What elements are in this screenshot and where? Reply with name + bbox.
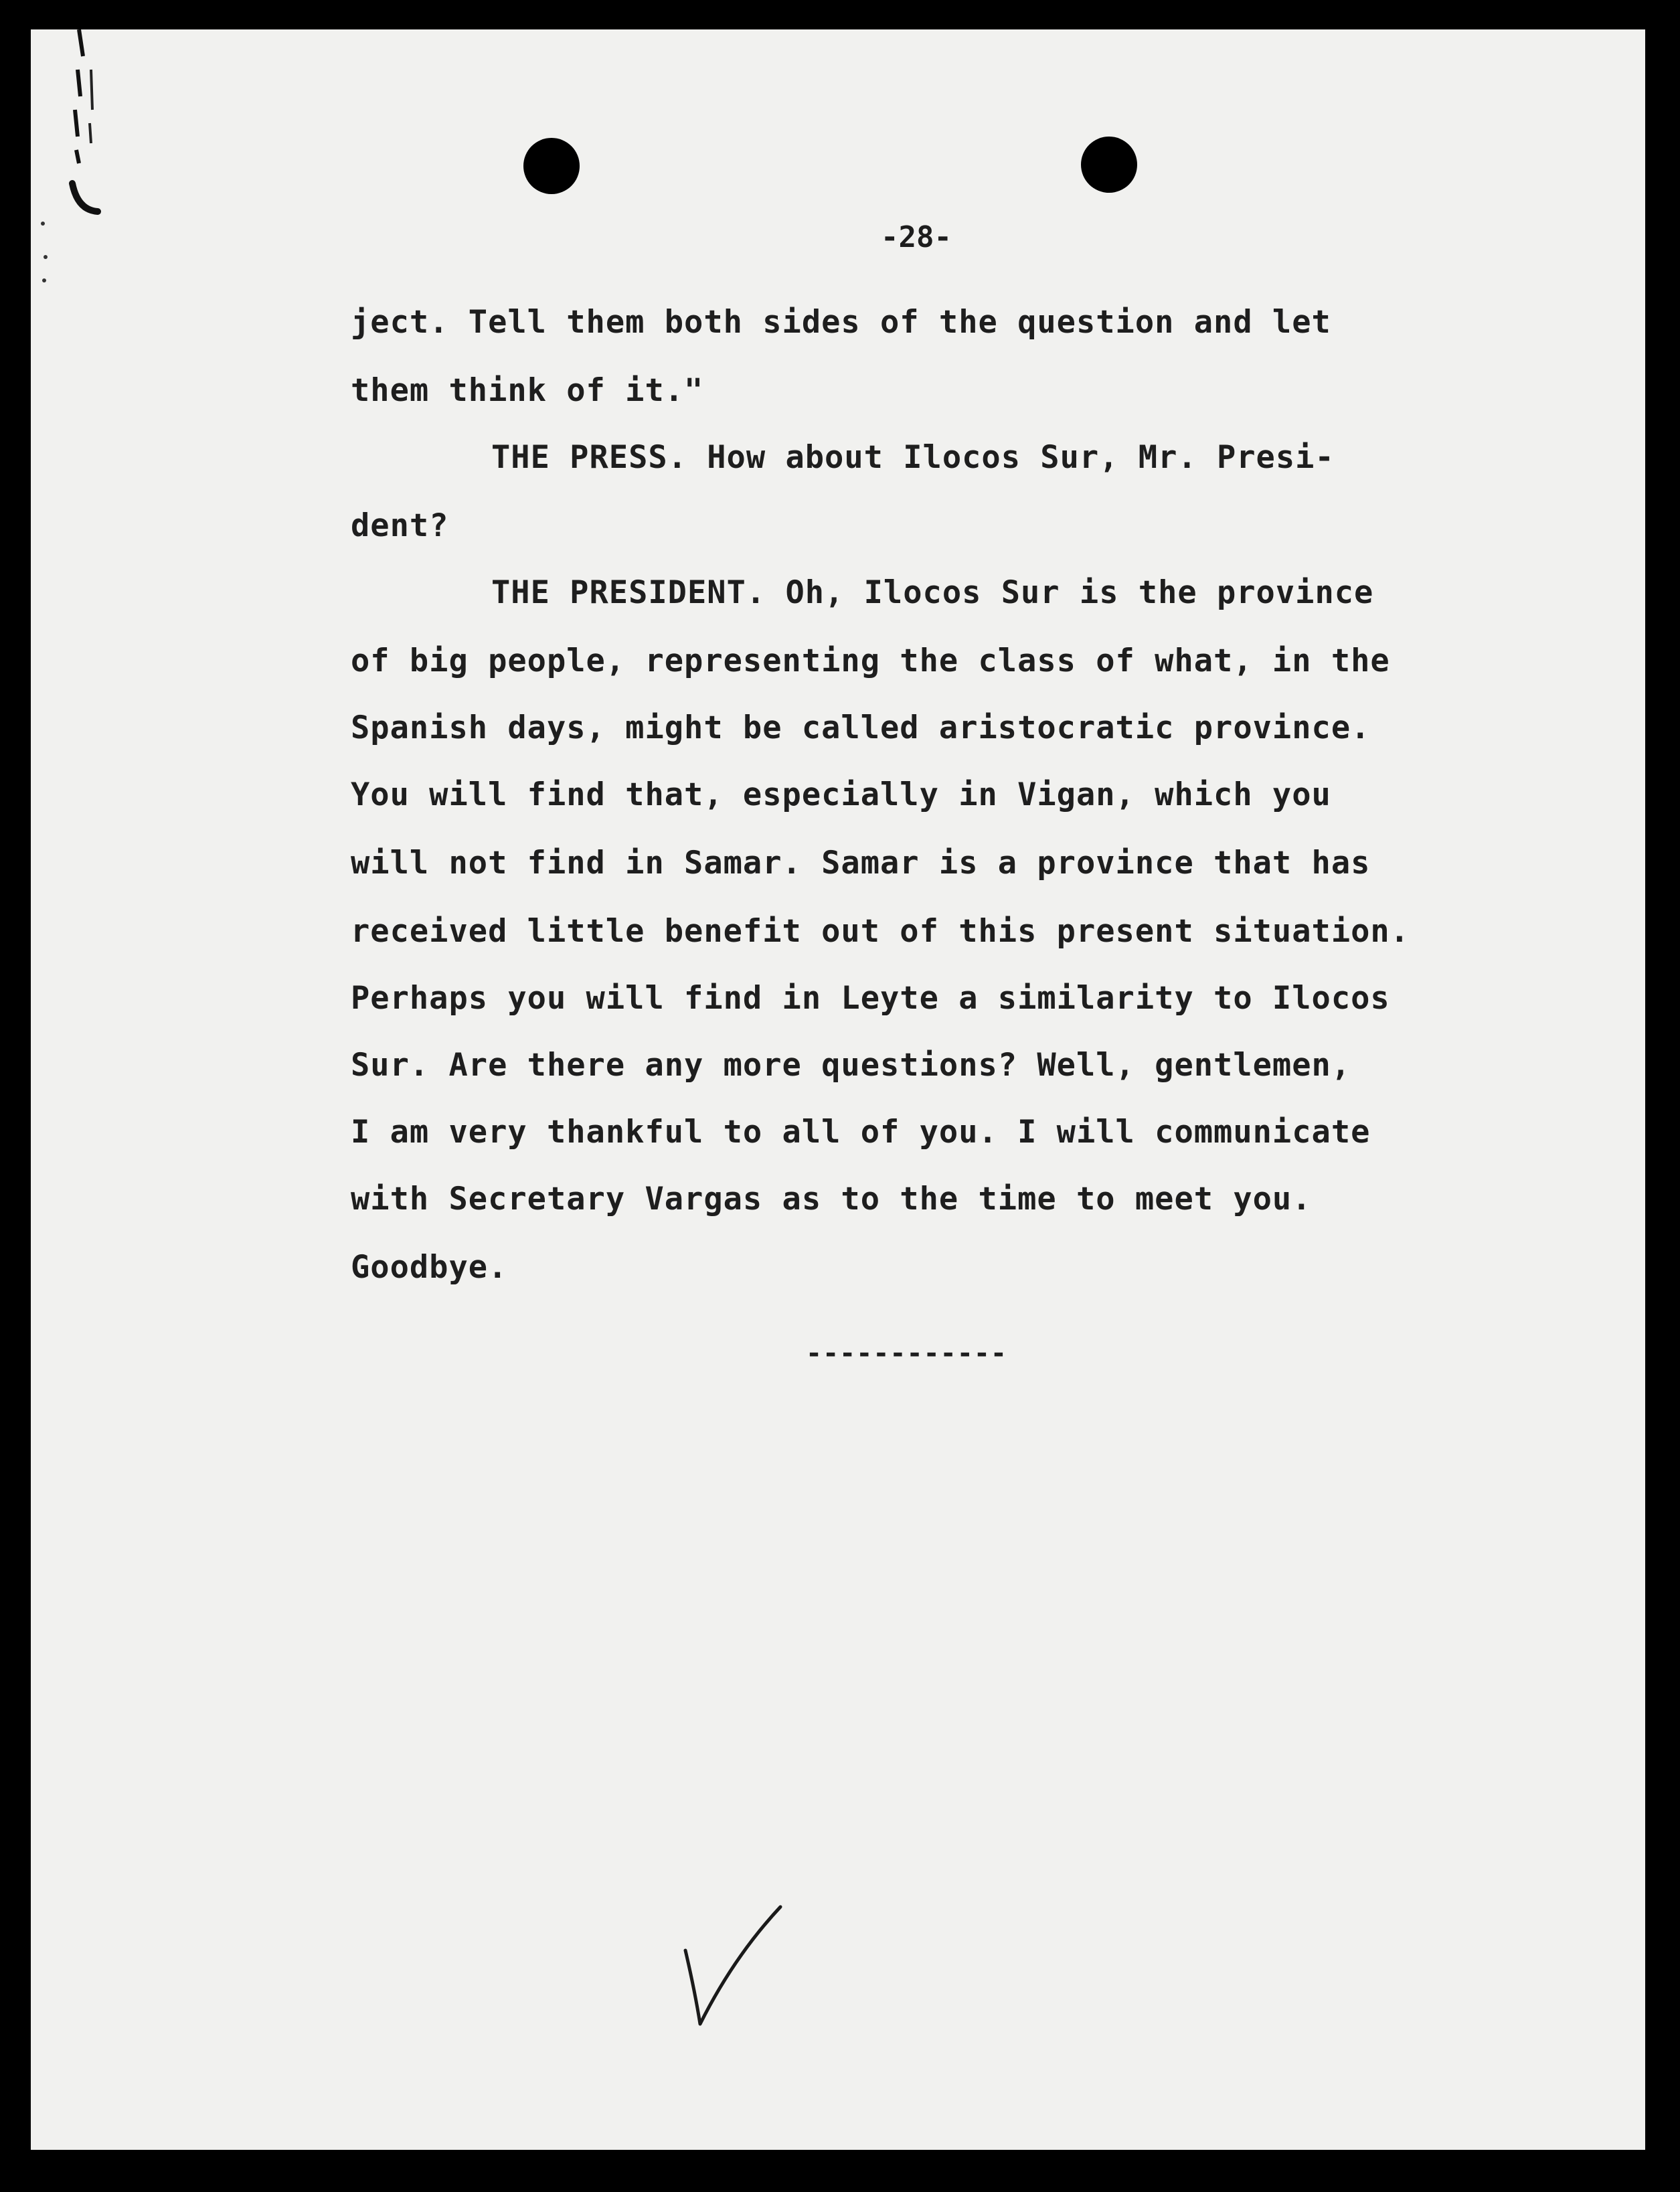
text-line: received little benefit out of this present situation. [351, 913, 1410, 950]
text-line: Goodbye. [351, 1249, 508, 1286]
section-separator: ------------ [806, 1338, 1007, 1369]
text-line: with Secretary Vargas as to the time to meet you. [351, 1181, 1312, 1217]
text-line: of big people, representing the class of what, in the [351, 643, 1390, 679]
page-number: -28- [881, 220, 952, 254]
text-line: ject. Tell them both sides of the question and let [351, 304, 1331, 341]
binder-marks-icon [31, 29, 138, 311]
text-line: Perhaps you will find in Leyte a similarity to Ilocos [351, 980, 1390, 1017]
text-line: will not find in Samar. Samar is a province that has [351, 845, 1371, 881]
punch-hole-icon [523, 138, 580, 194]
text-line: Spanish days, might be called aristocratic province. [351, 709, 1371, 746]
text-line: dent? [351, 507, 449, 544]
text-line: THE PRESIDENT. Oh, Ilocos Sur is the province [491, 574, 1374, 611]
checkmark-icon [680, 1904, 794, 2037]
text-line: I am very thankful to all of you. I will communicate [351, 1114, 1371, 1151]
text-line: You will find that, especially in Vigan, which you [351, 776, 1331, 813]
text-line: THE PRESS. How about Ilocos Sur, Mr. Presi- [491, 439, 1335, 476]
text-line: them think of it." [351, 372, 704, 409]
punch-hole-icon [1081, 137, 1137, 193]
document-page [31, 29, 1645, 2150]
text-line: Sur. Are there any more questions? Well, gentlemen, [351, 1047, 1351, 1084]
